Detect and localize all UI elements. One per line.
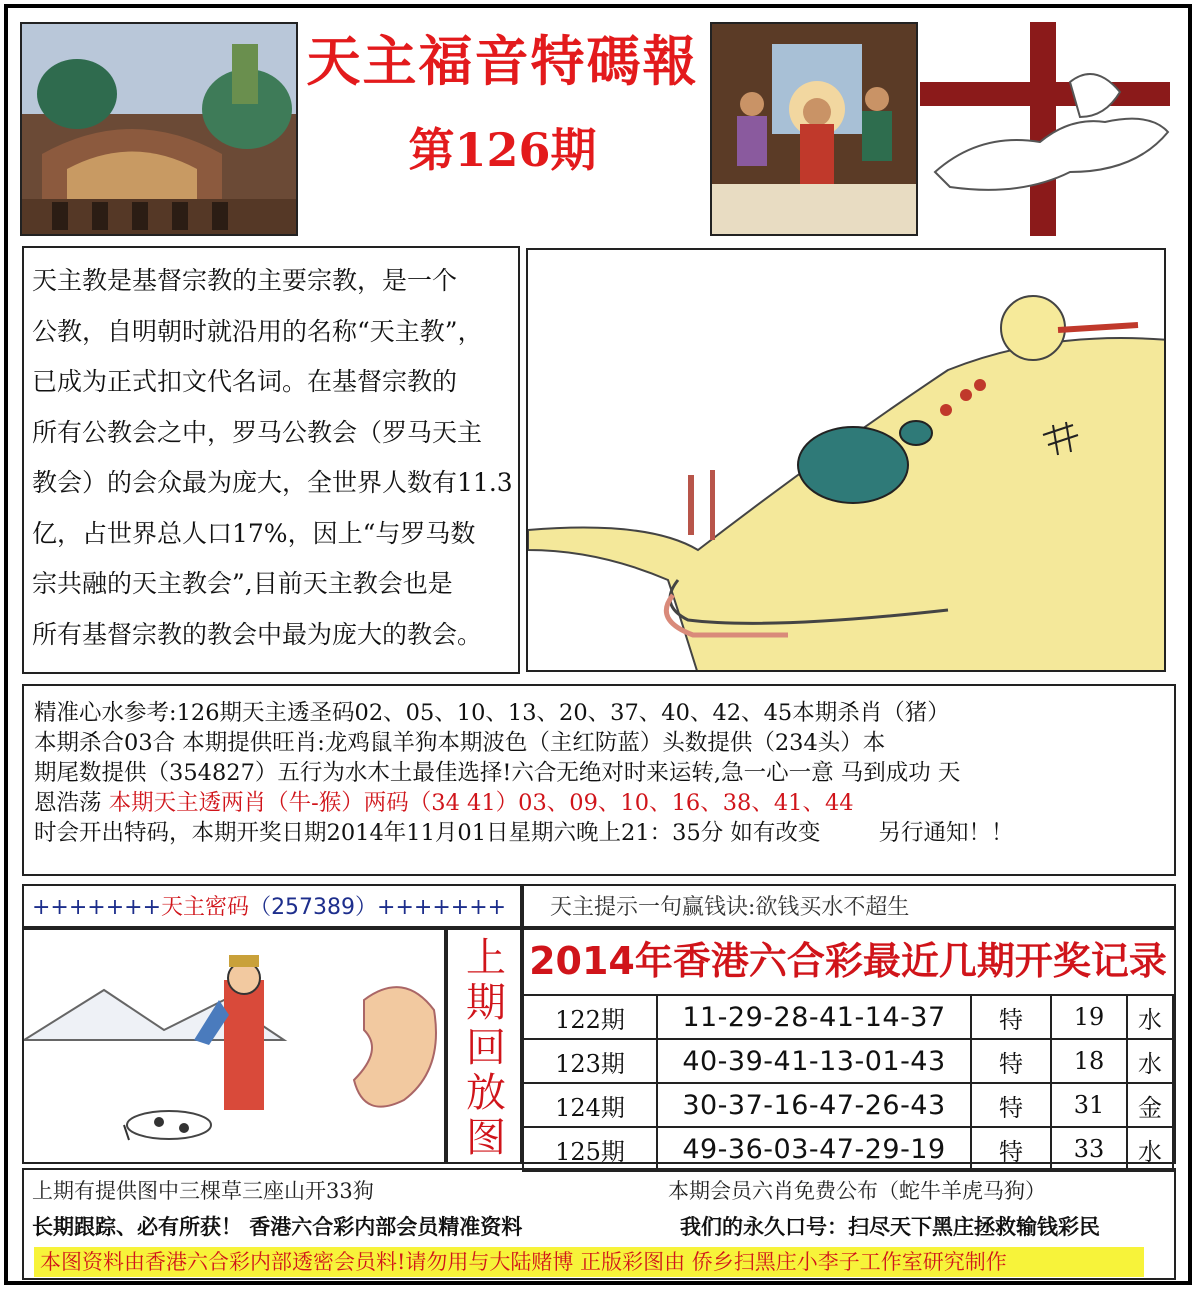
- tips-text: 恩浩荡: [34, 790, 109, 816]
- numbers-cell: 49-36-03-47-29-19: [657, 1127, 971, 1171]
- table-row: [523, 1039, 1173, 1083]
- intro-line: 公教，自明朝时就沿用的名称“天主教”，: [32, 316, 483, 346]
- special-number-cell: 33: [1051, 1127, 1127, 1171]
- period-cell: 123期: [523, 1039, 657, 1083]
- table-row: [523, 1127, 1173, 1171]
- numbers-cell: 30-37-16-47-26-43: [657, 1083, 971, 1127]
- special-label-cell: 特: [971, 1127, 1051, 1171]
- element-cell: 水: [1127, 1127, 1173, 1171]
- period-cell: 125期: [523, 1127, 657, 1171]
- special-label-cell: 特: [971, 995, 1051, 1039]
- element-cell: 水: [1127, 1039, 1173, 1083]
- catholic-intro-box: [22, 246, 520, 674]
- tips-box: [22, 684, 1176, 876]
- replay-char: 期: [466, 980, 506, 1026]
- tips-text: 另行通知！！: [878, 820, 1014, 846]
- replay-label-column: [446, 928, 522, 1164]
- replay-char: 放: [466, 1070, 506, 1116]
- plus-decoration: +++++++: [377, 895, 507, 920]
- special-number-cell: 19: [1051, 995, 1127, 1039]
- intro-line: 教会）的会众最为庞大，全世界人数有11.3: [32, 468, 513, 497]
- numbers-cell: 11-29-28-41-14-37: [657, 995, 971, 1039]
- plus-decoration: +++++++: [32, 895, 162, 920]
- last-supper-painting: [710, 22, 918, 236]
- replay-char: 回: [466, 1025, 506, 1071]
- tips-line: 精准心水参考:126期天主透圣码02、05、10、13、20、37、40、42、45本期杀肖（猪）: [34, 700, 950, 726]
- tips-line: 本期杀合03合 本期提供旺肖:龙鸡鼠羊狗本期波色（主红防蓝）头数提供（234头）本: [34, 730, 886, 756]
- table-row: [523, 995, 1173, 1039]
- tips-line: 期尾数提供（354827）五行为水木土最佳选择!六合无绝对时来运转,急一心一意 马到成功 天: [34, 760, 961, 786]
- turtle-hill-cartoon: [526, 248, 1166, 672]
- secret-code-value: （257389）: [249, 895, 378, 920]
- footer-text: 上期有提供图中三棵草三座山开33狗: [32, 1179, 374, 1203]
- cross-dove-image: [920, 22, 1176, 236]
- secret-code-label: 天主密码: [161, 895, 250, 920]
- footer-text: 本期会员六肖免费公布（蛇牛羊虎马狗）: [668, 1179, 1046, 1203]
- newspaper-title: 天主福音特碼報: [306, 29, 699, 93]
- issue-number: 第126期: [408, 123, 597, 177]
- tips-line: [34, 788, 1174, 818]
- intro-line: 亿，占世界总人口17%，因上“与罗马数: [32, 518, 476, 548]
- element-cell: 水: [1127, 995, 1173, 1039]
- intro-line: 已成为正式扣文代名词。在基督宗教的: [32, 367, 458, 396]
- special-number-cell: 31: [1051, 1083, 1127, 1127]
- intro-line: 所有公教会之中，罗马公教会（罗马天主: [32, 417, 483, 447]
- records-title: 2014年香港六合彩最近几期开奖记录: [529, 939, 1167, 983]
- tips-line: [34, 818, 1174, 848]
- hint-bar: [522, 884, 1176, 928]
- god-figure-cartoon: [22, 928, 446, 1164]
- intro-line: 宗共融的天主教会”,目前天主教会也是: [32, 569, 453, 598]
- special-label-cell: 特: [971, 1039, 1051, 1083]
- period-cell: 124期: [523, 1083, 657, 1127]
- draw-records-table: [522, 994, 1174, 1172]
- footer-text: 我们的永久口号：扫尽天下黑庄拯救输钱彩民: [680, 1214, 1100, 1239]
- hint-text: 天主提示一句赢钱诀:欲钱买水不超生: [550, 895, 910, 920]
- replay-char: 图: [466, 1115, 506, 1161]
- footer-banner: 本图资料由香港六合彩内部透密会员料!请勿用与大陆赌博 正版彩图由 侨乡扫黑庄小李子工作室研究制作: [34, 1247, 1144, 1277]
- period-cell: 122期: [523, 995, 657, 1039]
- replay-char: 上: [466, 935, 506, 981]
- intro-line: 天主教是基督宗教的主要宗教，是一个: [32, 266, 458, 295]
- table-row: [523, 1083, 1173, 1127]
- tips-highlight: 本期天主透两肖（牛-猴）两码（34 41）03、09、10、16、38、41、44: [108, 790, 854, 816]
- tips-text: 时会开出特码，本期开奖日期2014年11月01日星期六晚上21：35分 如有改变: [34, 820, 821, 846]
- special-label-cell: 特: [971, 1083, 1051, 1127]
- intro-line: 所有基督宗教的教会中最为庞大的教会。: [32, 619, 483, 649]
- element-cell: 金: [1127, 1083, 1173, 1127]
- church-photo: [20, 22, 298, 236]
- special-number-cell: 18: [1051, 1039, 1127, 1083]
- secret-code-bar: [22, 884, 522, 928]
- footer-text: 长期跟踪、必有所获！ 香港六合彩内部会员精准资料: [32, 1214, 523, 1239]
- numbers-cell: 40-39-41-13-01-43: [657, 1039, 971, 1083]
